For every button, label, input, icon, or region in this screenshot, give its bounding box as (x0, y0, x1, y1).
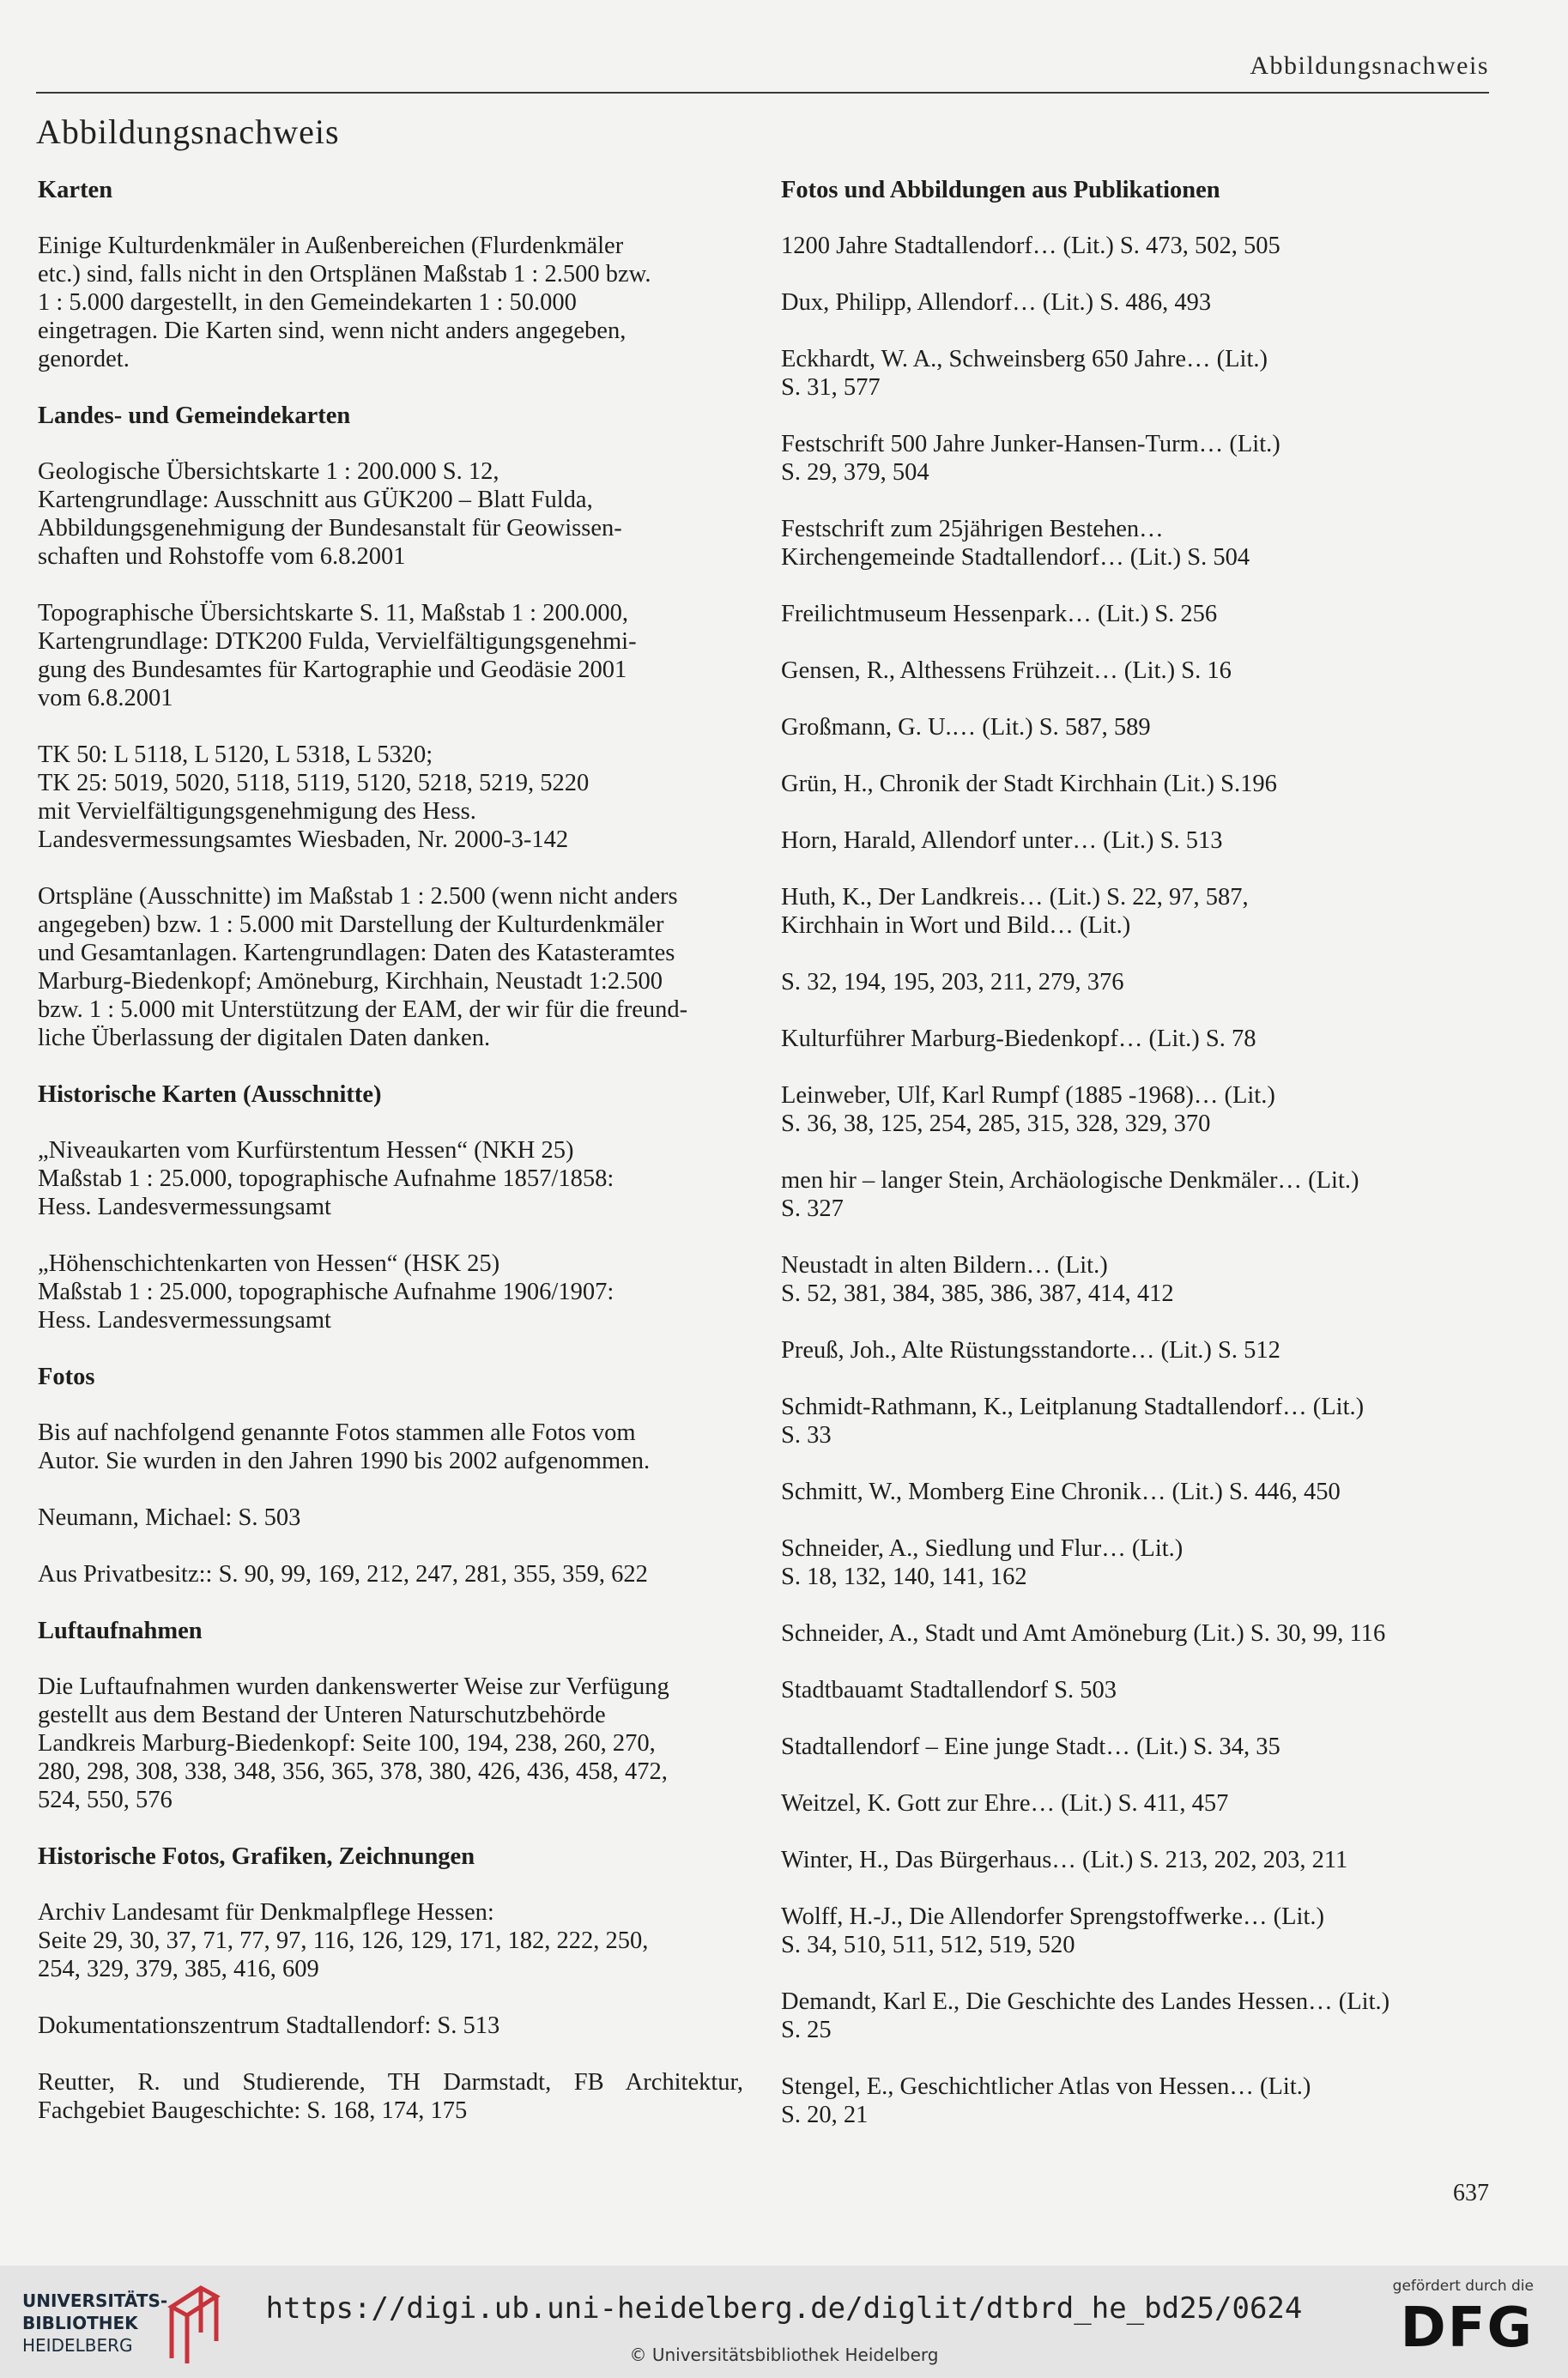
text-line: men hir – langer Stein, Archäologische Denkmäler… (Lit.) (781, 1167, 1359, 1194)
text-line: bzw. 1 : 5.000 mit Unterstützung der EAM, der wir für die freund- (38, 996, 688, 1023)
dokumentationszentrum-paragraph (38, 2012, 743, 2040)
text-line: S. 18, 132, 140, 141, 162 (781, 1564, 1027, 1590)
text-line: TK 25: 5019, 5020, 5118, 5119, 5120, 5218, 5219, 5220 (38, 770, 590, 796)
left-column (38, 176, 743, 2153)
text-line: Huth, K., Der Landkreis… (Lit.) S. 22, 97, 587, (781, 884, 1249, 911)
tk-paragraph (38, 741, 743, 854)
text-line: Hess. Landesvermessungsamt (38, 1194, 331, 1220)
text-line: S. 34, 510, 511, 512, 519, 520 (781, 1932, 1075, 1958)
publication-entry (781, 515, 1493, 572)
page-title: Abbildungsnachweis (36, 112, 340, 151)
text-line: 1200 Jahre Stadtallendorf… (Lit.) S. 473, 502, 505 (781, 233, 1280, 259)
text-line: S. 33 (781, 1422, 832, 1449)
text-line: Winter, H., Das Bürgerhaus… (Lit.) S. 213, 202, 203, 211 (781, 1847, 1348, 1873)
text-line: Marburg-Biedenkopf; Amöneburg, Kirchhain, Neustadt 1:2.500 (38, 968, 663, 995)
text-line: S. 52, 381, 384, 385, 386, 387, 414, 412 (781, 1280, 1174, 1307)
text-line: liche Überlassung der digitalen Daten danken. (38, 1025, 491, 1051)
text-line: gestellt aus dem Bestand der Unteren Naturschutzbehörde (38, 1702, 606, 1728)
publication-entry (781, 345, 1493, 402)
publication-entry (781, 968, 1493, 996)
publication-entry (781, 657, 1493, 685)
text-line: Kartengrundlage: DTK200 Fulda, Vervielfältigungsgenehmi- (38, 628, 637, 655)
privatbesitz-paragraph (38, 1560, 743, 1588)
text-line: 254, 329, 379, 385, 416, 609 (38, 1956, 319, 1982)
topographische-karte-paragraph (38, 599, 743, 712)
publication-entry (781, 1988, 1493, 2044)
text-line: „Höhenschichtenkarten von Hessen“ (HSK 25) (38, 1250, 500, 1277)
text-line: Demandt, Karl E., Die Geschichte des Landes Hessen… (Lit.) (781, 1988, 1390, 2015)
publication-entry (781, 1166, 1493, 1223)
text-line: genordet. (38, 346, 130, 372)
text-line: Freilichtmuseum Hessenpark… (Lit.) S. 256 (781, 601, 1218, 627)
text-line: Kulturführer Marburg-Biedenkopf… (Lit.) S. 78 (781, 1026, 1256, 1052)
publication-entry (781, 1081, 1493, 1138)
publication-entry (781, 2072, 1493, 2129)
text-line: Kirchhain in Wort und Bild… (Lit.) (781, 912, 1131, 939)
section-heading-karten: Karten (38, 177, 113, 203)
publication-entry (781, 232, 1493, 260)
text-line: S. 36, 38, 125, 254, 285, 315, 328, 329, 370 (781, 1110, 1211, 1137)
text-line: S. 29, 379, 504 (781, 459, 929, 486)
section-heading-landeskarten: Landes- und Gemeindekarten (38, 402, 351, 429)
text-line: Gensen, R., Althessens Frühzeit… (Lit.) S. 16 (781, 657, 1232, 684)
text-line: Stengel, E., Geschichtlicher Atlas von Hessen… (Lit.) (781, 2073, 1311, 2100)
text-line: angegeben) bzw. 1 : 5.000 mit Darstellung der Kulturdenkmäler (38, 911, 664, 938)
copyright-notice: © Universitätsbibliothek Heidelberg (629, 2345, 939, 2365)
running-header: Abbildungsnachweis (1250, 51, 1489, 80)
ortsplaene-paragraph (38, 882, 743, 1052)
text-line: Leinweber, Ulf, Karl Rumpf (1885 -1968)… (Lit.) (781, 1082, 1275, 1109)
library-name-line: HEIDELBERG (22, 2335, 133, 2356)
publication-entry (781, 1733, 1493, 1761)
funder-note: gefördert durch die (1392, 2278, 1534, 2295)
text-line: Reutter, R. und Studierende, TH Darmstadt, FB Architektur, (38, 2069, 743, 2096)
publication-entry (781, 770, 1493, 798)
text-line: Maßstab 1 : 25.000, topographische Aufnahme 1906/1907: (38, 1279, 614, 1305)
text-line: Einige Kulturdenkmäler in Außenbereichen (Flurdenkmäler (38, 233, 624, 259)
text-line: 280, 298, 308, 338, 348, 356, 365, 378, 380, 426, 436, 458, 472, (38, 1758, 668, 1785)
text-line: Stadtbauamt Stadtallendorf S. 503 (781, 1677, 1117, 1703)
publication-entry (781, 600, 1493, 628)
text-line: etc.) sind, falls nicht in den Ortsplänen Maßstab 1 : 2.500 bzw. (38, 261, 651, 287)
text-line: Schneider, A., Stadt und Amt Amöneburg (Lit.) S. 30, 99, 116 (781, 1620, 1386, 1647)
geologische-karte-paragraph (38, 457, 743, 571)
text-line: Dux, Philipp, Allendorf… (Lit.) S. 486, 493 (781, 289, 1212, 316)
text-line: Aus Privatbesitz:: S. 90, 99, 169, 212, 247, 281, 355, 359, 622 (38, 1561, 648, 1588)
text-line: Neustadt in alten Bildern… (Lit.) (781, 1252, 1108, 1279)
publication-entry (781, 713, 1493, 741)
text-line: schaften und Rohstoffe vom 6.8.2001 (38, 543, 406, 570)
publication-entry (781, 288, 1493, 317)
text-line: Preuß, Joh., Alte Rüstungsstandorte… (Lit.) S. 512 (781, 1337, 1280, 1364)
section-heading-historische-fotos: Historische Fotos, Grafiken, Zeichnungen (38, 1843, 475, 1870)
publication-list (781, 232, 1493, 2129)
text-line: S. 25 (781, 2017, 832, 2043)
text-line: S. 32, 194, 195, 203, 211, 279, 376 (781, 969, 1124, 995)
text-line: Abbildungsgenehmigung der Bundesanstalt für Geowissen- (38, 515, 622, 542)
publication-entry (781, 883, 1493, 940)
text-line: mit Vervielfältigungsgenehmigung des Hess. (38, 798, 476, 825)
publication-entry (781, 1619, 1493, 1648)
text-line: Stadtallendorf – Eine junge Stadt… (Lit.) S. 34, 35 (781, 1734, 1280, 1760)
publication-entry (781, 1534, 1493, 1591)
library-name-line: BIBLIOTHEK (22, 2313, 138, 2333)
publication-entry (781, 430, 1493, 487)
text-line: Wolff, H.-J., Die Allendorfer Sprengstoffwerke… (Lit.) (781, 1903, 1324, 1930)
publication-entry (781, 826, 1493, 855)
text-line: Ortspläne (Ausschnitte) im Maßstab 1 : 2.500 (wenn nicht anders (38, 883, 678, 910)
text-line: gung des Bundesamtes für Kartographie und Geodäsie 2001 (38, 657, 627, 683)
text-line: S. 20, 21 (781, 2102, 869, 2128)
section-heading-publikationen: Fotos und Abbildungen aus Publikationen (781, 177, 1220, 203)
text-line: Weitzel, K. Gott zur Ehre… (Lit.) S. 411, 457 (781, 1790, 1229, 1817)
text-line: vom 6.8.2001 (38, 685, 173, 711)
publication-entry (781, 1903, 1493, 1959)
library-name-line: UNIVERSITÄTS- (22, 2290, 168, 2311)
text-line: Eckhardt, W. A., Schweinsberg 650 Jahre… (Lit.) (781, 346, 1268, 372)
document-url[interactable]: https://digi.ub.uni-heidelberg.de/diglit/dtbrd_he_bd25/0624 (265, 2291, 1303, 2326)
text-line: Festschrift 500 Jahre Junker-Hansen-Turm… (Lit.) (781, 431, 1280, 457)
nkh-paragraph (38, 1136, 743, 1221)
text-line: Grün, H., Chronik der Stadt Kirchhain (Lit.) S.196 (781, 771, 1277, 797)
section-heading-historische-karten: Historische Karten (Ausschnitte) (38, 1081, 382, 1108)
header-rule (36, 92, 1489, 94)
section-heading-luftaufnahmen: Luftaufnahmen (38, 1618, 203, 1644)
fotos-paragraph (38, 1419, 743, 1475)
text-line: TK 50: L 5118, L 5120, L 5318, L 5320; (38, 741, 433, 768)
text-line: Hess. Landesvermessungsamt (38, 1307, 331, 1334)
page-number: 637 (1453, 2180, 1489, 2206)
publication-entry (781, 1676, 1493, 1704)
text-line: und Gesamtanlagen. Kartengrundlagen: Daten des Katasteramtes (38, 940, 675, 966)
luftaufnahmen-paragraph (38, 1673, 743, 1814)
text-line: Kartengrundlage: Ausschnitt aus GÜK200 – Blatt Fulda, (38, 487, 593, 513)
text-line: eingetragen. Die Karten sind, wenn nicht anders angegeben, (38, 318, 627, 344)
text-line: Topographische Übersichtskarte S. 11, Maßstab 1 : 200.000, (38, 600, 628, 626)
footer-bar (0, 2266, 1568, 2378)
text-line: Schmitt, W., Momberg Eine Chronik… (Lit.) S. 446, 450 (781, 1479, 1341, 1505)
text-line: Kirchengemeinde Stadtallendorf… (Lit.) S. 504 (781, 544, 1250, 571)
text-line: Dokumentationszentrum Stadtallendorf: S. 513 (38, 2012, 500, 2039)
text-line: Großmann, G. U.… (Lit.) S. 587, 589 (781, 714, 1151, 741)
text-line: 524, 550, 576 (38, 1787, 173, 1813)
text-line: Autor. Sie wurden in den Jahren 1990 bis 2002 aufgenommen. (38, 1448, 651, 1474)
text-line: Horn, Harald, Allendorf unter… (Lit.) S. 513 (781, 827, 1223, 854)
karten-paragraph (38, 232, 743, 373)
publication-entry (781, 1251, 1493, 1308)
reutter-paragraph (38, 2068, 743, 2125)
right-column (781, 176, 1493, 2157)
text-line: Die Luftaufnahmen wurden dankenswerter Weise zur Verfügung (38, 1673, 669, 1700)
text-line: Landkreis Marburg-Biedenkopf: Seite 100, 194, 238, 260, 270, (38, 1730, 656, 1757)
section-heading-fotos: Fotos (38, 1364, 95, 1390)
text-line: Landesvermessungsamtes Wiesbaden, Nr. 2000-3-142 (38, 826, 569, 853)
text-line: Geologische Übersichtskarte 1 : 200.000 S. 12, (38, 458, 499, 485)
text-line: Festschrift zum 25jährigen Bestehen… (781, 516, 1164, 542)
text-line: Fachgebiet Baugeschichte: S. 168, 174, 175 (38, 2097, 468, 2124)
hsk-paragraph (38, 1250, 743, 1334)
dfg-logo[interactable]: DFG (1400, 2296, 1534, 2360)
text-line: Schneider, A., Siedlung und Flur… (Lit.) (781, 1535, 1184, 1562)
publication-entry (781, 1336, 1493, 1364)
publication-entry (781, 1393, 1493, 1449)
text-line: S. 327 (781, 1195, 844, 1222)
text-line: 1 : 5.000 dargestellt, in den Gemeindekarten 1 : 50.000 (38, 289, 577, 316)
text-line: S. 31, 577 (781, 374, 881, 401)
text-line: Bis auf nachfolgend genannte Fotos stammen alle Fotos vom (38, 1419, 636, 1446)
text-line: „Niveaukarten vom Kurfürstentum Hessen“ (NKH 25) (38, 1137, 574, 1164)
publication-entry (781, 1789, 1493, 1818)
text-line: Archiv Landesamt für Denkmalpflege Hessen: (38, 1899, 494, 1926)
text-line: Maßstab 1 : 25.000, topographische Aufnahme 1857/1858: (38, 1165, 614, 1192)
publication-entry (781, 1025, 1493, 1053)
archiv-paragraph (38, 1898, 743, 1983)
text-line: Neumann, Michael: S. 503 (38, 1504, 301, 1531)
publication-entry (781, 1846, 1493, 1874)
text-line: Seite 29, 30, 37, 71, 77, 97, 116, 126, 129, 171, 182, 222, 250, (38, 1927, 649, 1954)
publication-entry (781, 1478, 1493, 1506)
neumann-paragraph (38, 1504, 743, 1532)
text-line: Schmidt-Rathmann, K., Leitplanung Stadtallendorf… (Lit.) (781, 1394, 1365, 1420)
